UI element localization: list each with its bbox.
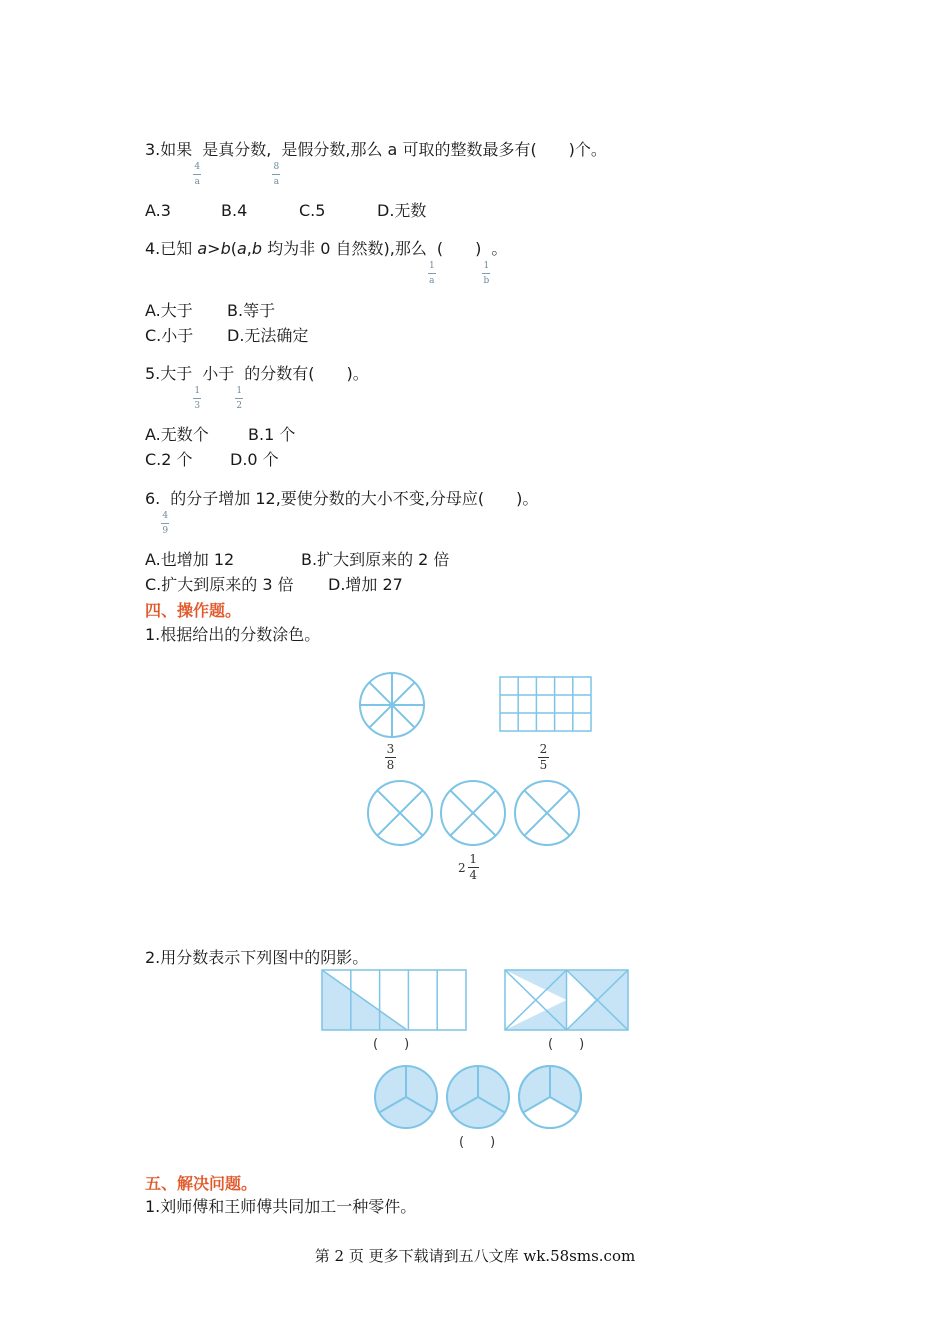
q4-option-d: D.无法确定	[227, 326, 309, 345]
circle-eighths-figure	[358, 671, 426, 739]
fraction-4-over-9: $\frac{4}{9}$	[162, 511, 169, 536]
shaded-rectangle-diagonals	[504, 969, 629, 1031]
q5-option-c: C.2 个	[145, 450, 193, 469]
q4-option-c: C.小于	[145, 326, 194, 345]
question-4: 4.已知 a>b(a,b 均为非 0 自然数),那么 $\frac{1}{a}$ ( ) $\frac{1}{b}$ 。	[145, 239, 508, 286]
q3-text-start: 3.如果	[145, 140, 193, 159]
fraction-label-3-8: 3 8	[386, 742, 395, 772]
answer-blank-rectangle-1: ( )	[373, 1037, 410, 1052]
question-3	[145, 140, 607, 187]
q3-option-a: A.3	[145, 201, 171, 220]
fraction-4-over-a: $\frac{4}{a}$	[194, 162, 201, 187]
answer-blank-rectangle-2: ( )	[548, 1037, 585, 1052]
quartered-circles-figure	[366, 779, 582, 847]
q4-option-b: B.等于	[227, 301, 276, 320]
grid-figure	[499, 676, 592, 732]
q3-text-end: 是假分数,那么 a 可取的整数最多有( )个。	[281, 140, 607, 159]
q3-option-c: C.5	[299, 201, 326, 220]
question-5: 5.大于 $\frac{1}{3}$ 小于 $\frac{1}{2}$ 的分数有( )。	[145, 364, 369, 411]
q6-option-d: D.增加 27	[328, 575, 403, 594]
fraction-1-over-b: $\frac{1}{b}$	[483, 261, 490, 286]
fraction-label-2-5: 2 5	[539, 742, 548, 772]
q3-text-mid: 是真分数,	[202, 140, 272, 159]
answer-blank: ( )	[436, 239, 482, 258]
page-footer: 第 2 页 更多下载请到五八文库 wk.58sms.com	[314, 1247, 636, 1265]
fraction-1-over-2: $\frac{1}{2}$	[236, 386, 243, 411]
section-4-question-2: 2.用分数表示下列图中的阴影。	[145, 948, 369, 967]
q6-option-c: C.扩大到原来的 3 倍	[145, 575, 294, 594]
q6-option-b: B.扩大到原来的 2 倍	[301, 550, 450, 569]
q5-option-d: D.0 个	[230, 450, 279, 469]
section-5-question-1: 1.刘师傅和王师傅共同加工一种零件。	[145, 1197, 417, 1216]
shaded-rectangle-triangle	[321, 969, 467, 1031]
q5-option-a: A.无数个	[145, 425, 209, 444]
fraction-8-over-a: $\frac{8}{a}$	[273, 162, 280, 187]
q5-option-b: B.1 个	[248, 425, 296, 444]
section-4-heading: 四、操作题。	[145, 601, 242, 620]
shaded-circles-thirds	[374, 1064, 582, 1130]
fraction-1-over-a: $\frac{1}{a}$	[428, 261, 435, 286]
q6-option-a: A.也增加 12	[145, 550, 235, 569]
answer-blank-circles: ( )	[459, 1135, 496, 1150]
section-5-heading: 五、解决问题。	[145, 1174, 258, 1193]
section-4-question-1: 1.根据给出的分数涂色。	[145, 625, 321, 644]
q3-option-d: D.无数	[377, 201, 427, 220]
mixed-number-label: 2 1 4	[458, 852, 477, 882]
question-6: 6. $\frac{4}{9}$ 的分子增加 12,要使分数的大小不变,分母应( )。	[145, 489, 539, 536]
q3-option-b: B.4	[221, 201, 248, 220]
fraction-1-over-3: $\frac{1}{3}$	[194, 386, 201, 411]
q4-option-a: A.大于	[145, 301, 193, 320]
